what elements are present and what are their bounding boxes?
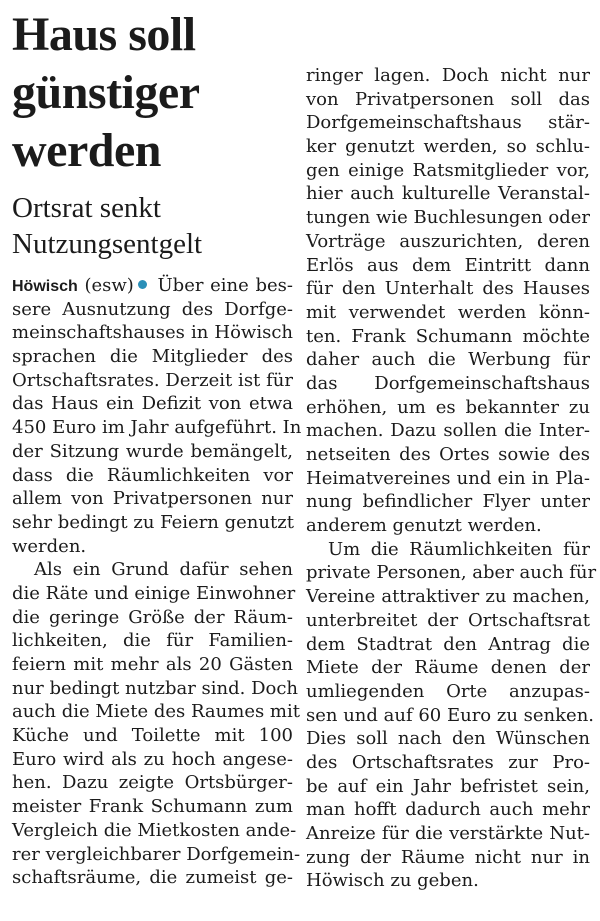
text-line: schaftsräume, die zumeist ge- (12, 867, 293, 889)
text-line: hen. Dazu zeigte Ortsbürger- (12, 772, 293, 794)
text-line: tungen wie Buchlesungen oder (306, 207, 590, 229)
text-line: Vereine attraktiver zu machen, (306, 586, 590, 608)
text-line: Dorfgemeinschaftshaus stär- (306, 112, 590, 134)
text-line: hier auch kulturelle Veranstal- (306, 183, 590, 205)
text-line: feiern mit mehr als 20 Gästen (12, 654, 293, 675)
text-line: nur bedingt nutzbar sind. Doch (12, 677, 299, 699)
text-line: be auf ein Jahr befristet sein, (306, 775, 590, 797)
text-line: ten. Frank Schumann möchte (306, 325, 590, 347)
text-line: Höwisch zu geben. (306, 870, 479, 892)
text-line: mit verwendet werden könn- (306, 301, 590, 323)
text-line: allem von Privatpersonen nur (12, 488, 293, 510)
text-line: anderem genutzt werden. (306, 515, 542, 537)
headline-line: günstiger (12, 66, 200, 119)
article-column-left (12, 0, 302, 890)
text-line: private Personen, aber auch für (306, 562, 597, 584)
text-line: Heimatvereines und ein in Pla- (306, 467, 590, 489)
text-line: sen und auf 60 Euro zu senken. (306, 704, 595, 726)
text-line: Vergleich die Mietkosten ande- (12, 819, 297, 841)
text-line: Erlös aus dem Eintritt dann (306, 254, 590, 276)
text-line: Küche und Toilette mit 100 (12, 725, 293, 747)
dateline-place: Höwisch (12, 278, 78, 295)
text-line: 450 Euro im Jahr aufgeführt. In (12, 417, 302, 439)
text-line: von Privatpersonen soll das (306, 88, 590, 110)
text-line: für den Unterhalt des Hauses (306, 278, 590, 300)
article-column-right (306, 0, 597, 893)
text-line: sere Ausnutzung des Dorfge- (12, 298, 293, 320)
text-line: sehr bedingt zu Feiern genutzt (12, 511, 294, 533)
text-line: Vorträge auszurichten, deren (306, 230, 590, 252)
subheadline (12, 190, 293, 262)
text-line: Dies soll nach den Wünschen (306, 728, 590, 750)
text-line: nung befindlicher Flyer unter (306, 491, 590, 513)
text-line: meinschaftshauses in Höwisch (12, 322, 293, 344)
article-first-line (12, 274, 293, 298)
text-line: Anreize für die verstärkte Nut- (306, 823, 590, 844)
text-line: die Räte und einige Einwohner (12, 582, 296, 604)
text-line: daher auch die Werbung für (306, 349, 590, 371)
headline-line: Haus soll (12, 8, 196, 61)
text-line: das Haus ein Defizit von etwa (12, 393, 293, 415)
headline (12, 0, 293, 180)
headline-line: werden (12, 124, 161, 177)
text-line: lichkeiten, die für Familien- (12, 630, 293, 652)
text-line: des Ortschaftsrates zur Pro- (306, 751, 590, 773)
text-line: dass die Räumlichkeiten vor (12, 464, 293, 486)
text-line: gen einige Ratsmitglieder vor, (306, 159, 590, 181)
text-line: ringer lagen. Doch nicht nur (306, 65, 590, 86)
text-line: man hofft dadurch auch mehr (306, 799, 590, 821)
text-line: meister Frank Schumann zum (12, 796, 293, 818)
text-line: Um die Räumlichkeiten für (328, 538, 590, 560)
bullet-icon (138, 280, 147, 289)
text-line: das Dorfgemeinschaftshaus (306, 372, 590, 394)
text-line: sprachen die Mitglieder des (12, 346, 293, 368)
text-line: der Sitzung wurde bemängelt, (12, 440, 293, 462)
text-line: die geringe Größe der Räum- (12, 606, 293, 628)
text-line: rer vergleichbarer Dorfgemein- (12, 843, 301, 865)
text-line: Ortschaftsrates. Derzeit ist für (12, 369, 293, 391)
subheadline-line: Ortsrat senkt (12, 192, 161, 224)
text-line: netseiten des Ortes sowie des (306, 444, 590, 465)
text-line: machen. Dazu sollen die Inter- (306, 420, 590, 442)
text-line: zung der Räume nicht nur in (306, 846, 590, 868)
text-line: umliegenden Orte anzupas- (306, 680, 590, 702)
text-line: werden. (12, 535, 87, 557)
dateline-author: (esw) (77, 275, 134, 296)
article-body-right (306, 64, 597, 893)
text-line: erhöhen, um es bekannter zu (306, 396, 590, 418)
text-line: Euro wird als zu hoch angese- (12, 748, 293, 770)
article-body-left (12, 274, 302, 890)
text-line: dem Stadtrat den Antrag die (306, 633, 590, 655)
text-line: unterbreitet der Ortschaftsrat (306, 609, 590, 631)
text-line: auch die Miete des Raumes mit (12, 701, 300, 723)
subheadline-line: Nutzungsentgelt (12, 228, 203, 260)
first-line-text: Über eine bes- (150, 275, 293, 296)
text-line: Als ein Grund dafür sehen (34, 559, 293, 581)
text-line: ker genutzt werden, so schlu- (306, 136, 590, 158)
text-line: Miete der Räume denen der (306, 657, 590, 679)
